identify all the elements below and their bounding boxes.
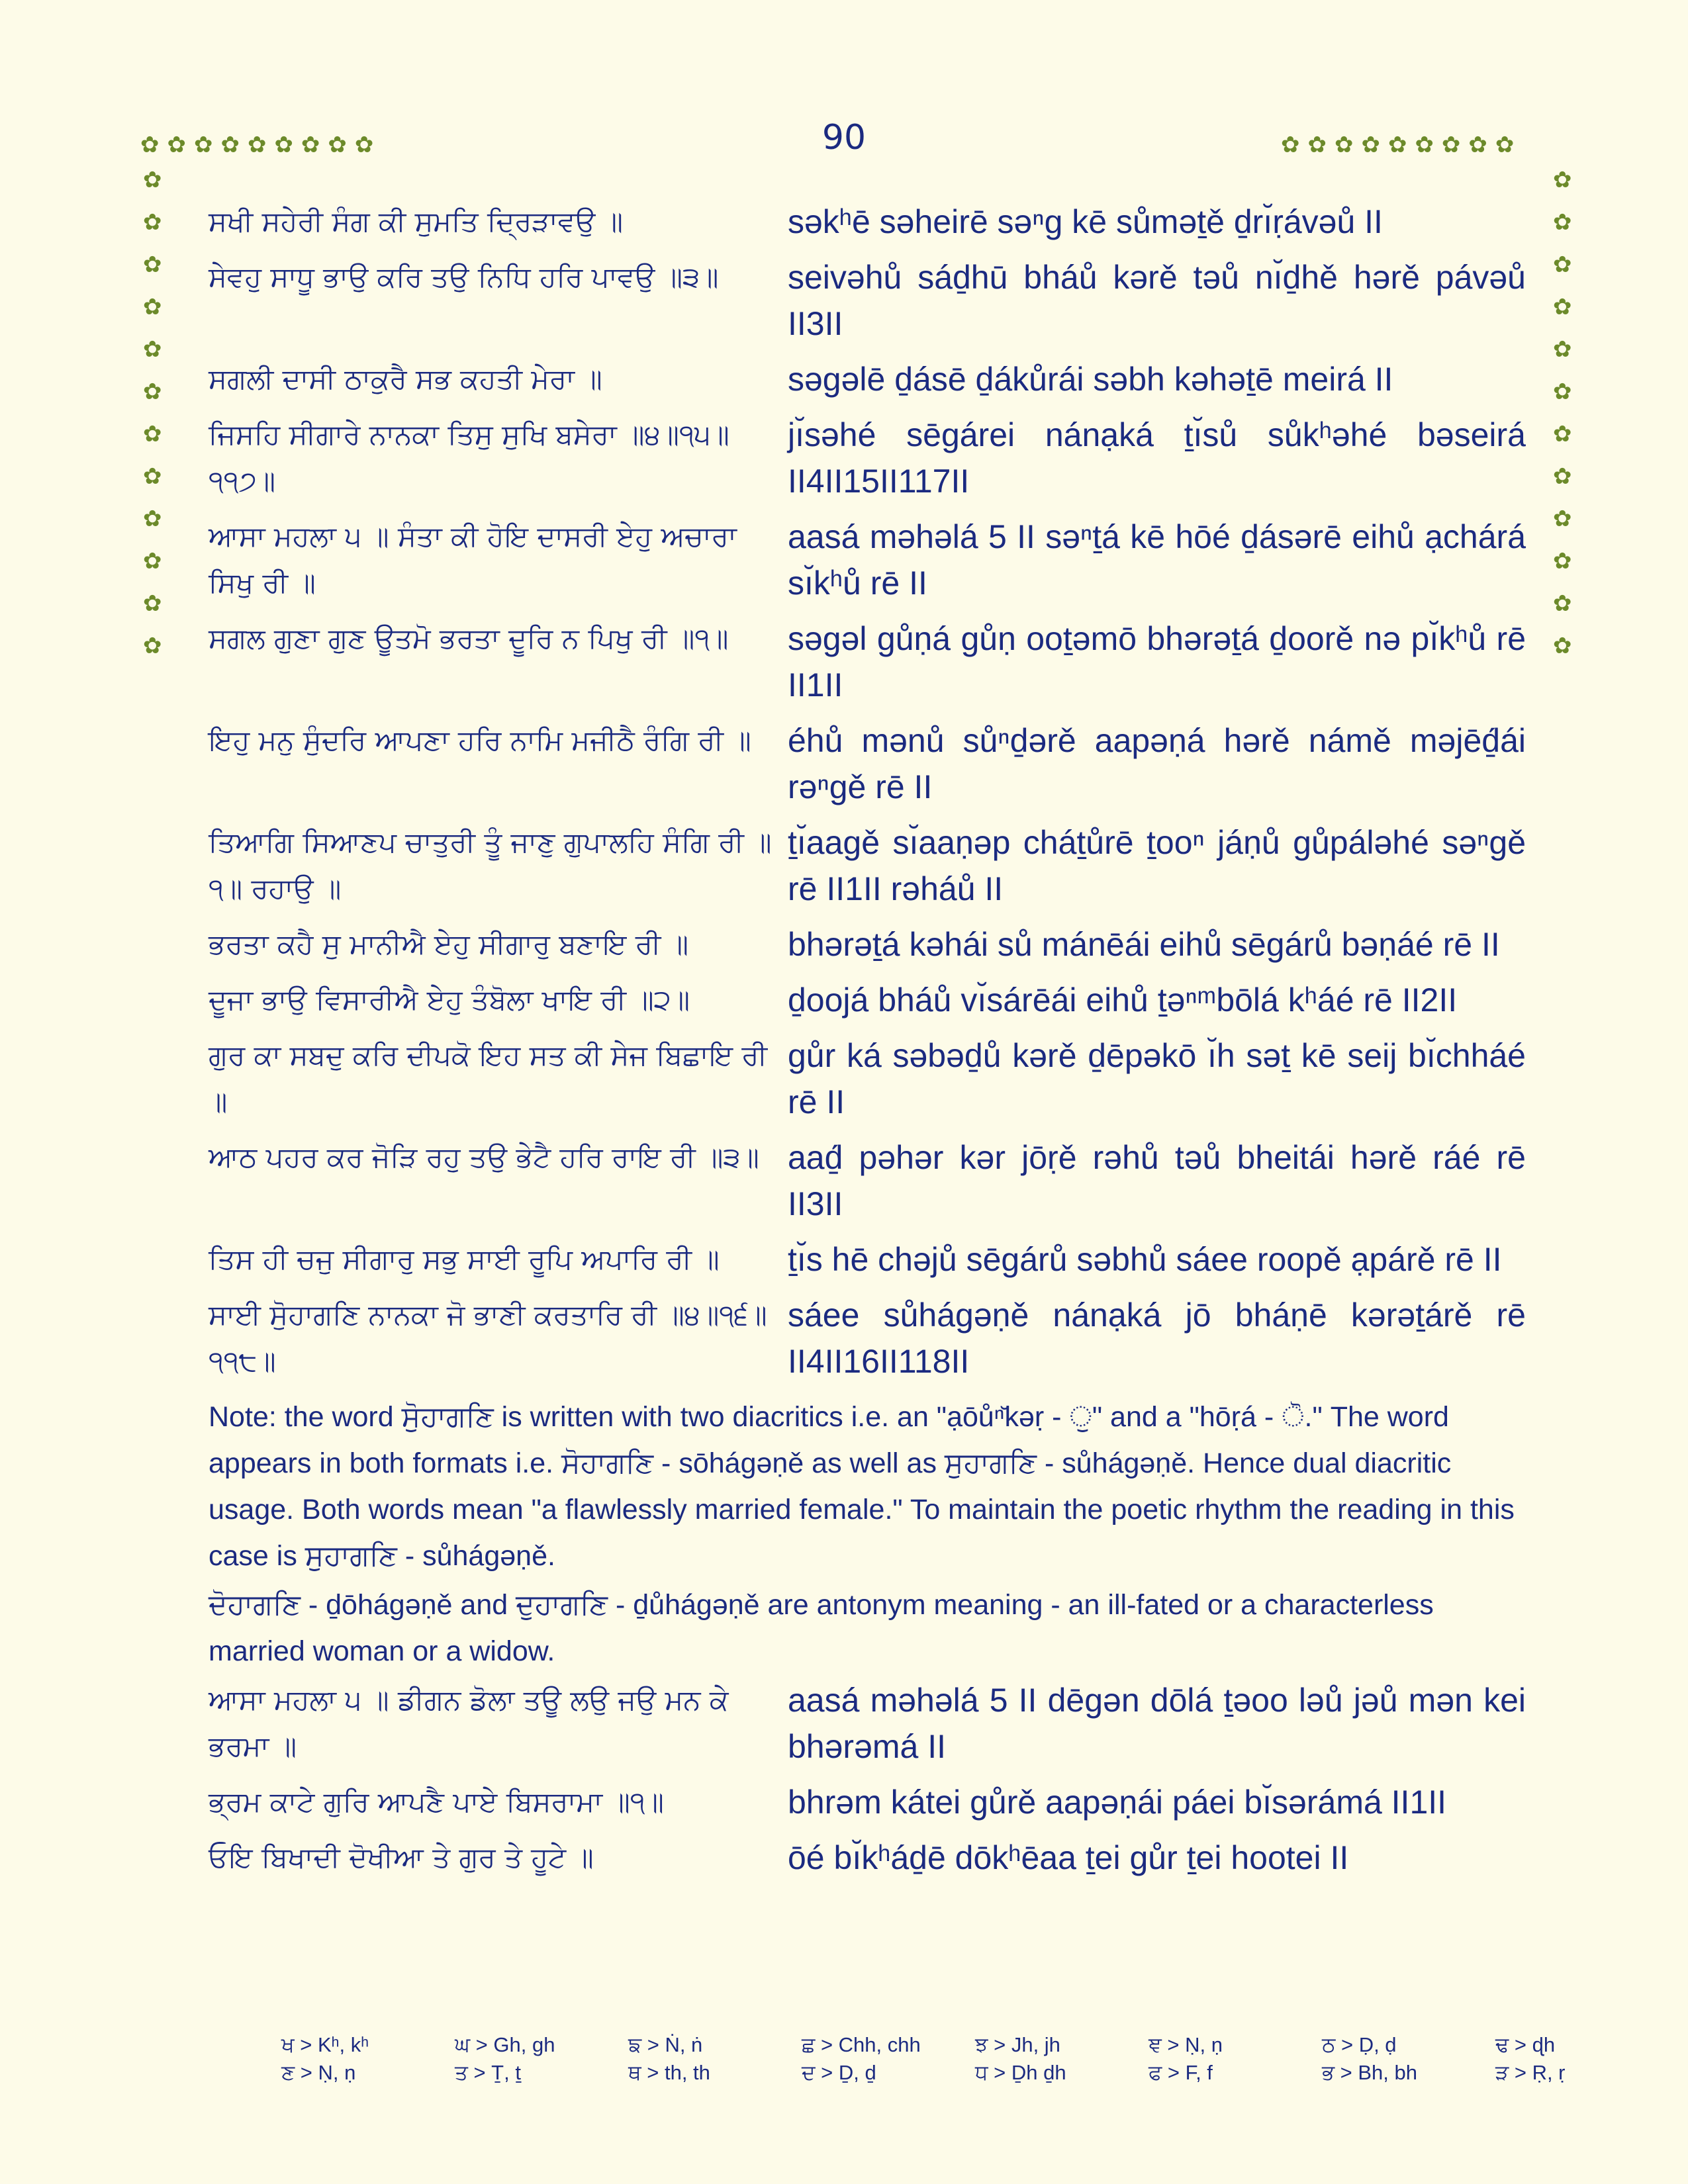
legend-item: ਦ > Ḏ, ḏ [802, 2061, 876, 2084]
verse-row [209, 1677, 1526, 1770]
verse-row [209, 356, 1526, 402]
gurmukhi-line: ਓਇ ਬਿਖਾਦੀ ਦੋਖੀਆ ਤੇ ਗੁਰ ਤੇ ਹੂਟੇ ॥ [209, 1841, 594, 1874]
gurmukhi-line: ਸੇਵਹੁ ਸਾਧੂ ਭਾਉ ਕਰਿ ਤਉ ਨਿਧਿ ਹਰਿ ਪਾਵਉ ॥੩॥ [209, 261, 719, 293]
note-paragraph: Note: the word ਸੋੁਹਾਗਣਿ is written with two diacritics i.e. an "ạōůⁿ̆kəṛ - ੁ" and a "hōṛá - ੋ." The word appears in both formats i.e. ਸੋਹਾਗਣਿ - sōhágəṇě as well as ਸੁਹਾਗਣਿ - sůhágəṇě. Hence dual diacritic usage. Both words mean "a flawlessly married female." To maintain the poetic rhythm the reading in this case is ਸੁਹਾਗਣਿ - sůhágəṇě. [209, 1401, 1515, 1572]
legend-item: ਤ > Ṯ, ṯ [455, 2061, 521, 2084]
transliteration-line: éhů mənů sůⁿḏərě aapəṇá hərě námě məjēḏ́ái rəⁿgě rē II [788, 722, 1526, 805]
transliteration-line: aasá məhəlá 5 II səⁿṯá kē hōé ḏásərē eihů ạchárá sı̆kʰů rē II [788, 518, 1526, 602]
legend-item: ਠ > Ḍ, ḍ [1322, 2033, 1397, 2056]
legend-item: ਥ > th, th [628, 2061, 710, 2084]
page-content [209, 199, 1526, 1890]
legend-item: ਣ > Ṇ, ṇ [281, 2061, 356, 2084]
transliteration-line: ṯı̆aagě sı̆aaṇəp cháṯůrē ṯooⁿ jáṇů gůpáləhé səⁿgě rē II1II rəháů II [788, 824, 1526, 907]
gurmukhi-line: ਦੂਜਾ ਭਾਉ ਵਿਸਾਰੀਐ ਏਹੁ ਤੰਬੋਲਾ ਖਾਇ ਰੀ ॥੨॥ [209, 983, 690, 1016]
legend-item: ਖ > Kʰ, kʰ [281, 2033, 369, 2056]
legend-item: ਛ > Chh, chh [802, 2033, 921, 2056]
legend-item: ਫ > F, f [1149, 2061, 1213, 2084]
legend-item: ਘ > Gh, gh [455, 2033, 555, 2056]
transliteration-line: seivəhů sáḏhū bháů kərě təů nı̆ḏhě hərě pávəů II3II [788, 259, 1526, 342]
verse-row [209, 1134, 1526, 1227]
gurmukhi-line: ਤਿਸ ਹੀ ਚਜੁ ਸੀਗਾਰੁ ਸਭੁ ਸਾਈ ਰੂਪਿ ਅਪਾਰਿ ਰੀ ॥ [209, 1243, 720, 1275]
legend-row [281, 2061, 1669, 2089]
gurmukhi-line: ਤਿਆਗਿ ਸਿਆਣਪ ਚਾਤੁਰੀ ਤੂੰ ਜਾਣੁ ਗੁਪਾਲਹਿ ਸੰਗਿ ਰੀ ॥੧॥ ਰਹਾਉ ॥ [209, 826, 772, 905]
gurmukhi-line: ਸਾਈ ਸੋੁਹਾਗਣਿ ਨਾਨਕਾ ਜੋ ਭਾਣੀ ਕਰਤਾਰਿ ਰੀ ॥੪॥੧੬॥੧੧੮॥ [209, 1298, 767, 1377]
gurmukhi-line: ਆਸਾ ਮਹਲਾ ੫ ॥ ਸੰਤਾ ਕੀ ਹੋਇ ਦਾਸਰੀ ਏਹੁ ਅਚਾਰਾ ਸਿਖੁ ਰੀ ॥ [209, 520, 737, 599]
transliteration-line: səkʰē səheirē səⁿg kē sůməṯě ḏrı̆ṛávəů II [788, 203, 1383, 240]
gurmukhi-line: ਸਖੀ ਸਹੇਰੀ ਸੰਗ ਕੀ ਸੁਮਤਿ ਦ੍ਰਿੜਾਵਉ ॥ [209, 205, 624, 238]
gurmukhi-line: ਭਰਤਾ ਕਹੈ ਸੁ ਮਾਨੀਐ ਏਹੁ ਸੀਗਾਰੁ ਬਣਾਇ ਰੀ ॥ [209, 928, 689, 960]
explanatory-note [209, 1394, 1526, 1674]
verse-row [209, 199, 1526, 245]
verse-row [209, 819, 1526, 912]
decorative-flower-border-top-left: ✿✿✿✿✿✿✿✿✿ [140, 132, 382, 158]
transliteration-line: səgəlē ḏásē ḏákůrái səbh kəhəṯē meirá II [788, 361, 1393, 398]
verse-row [209, 1779, 1526, 1825]
verse-row [209, 1835, 1526, 1881]
note-paragraph: ਦੋਹਾਗਣਿ - ḏōhágəṇě and ਦੁਹਾਗਣਿ - ḏůhágəṇě are antonym meaning - an ill-fated or a characterless married woman or a widow. [209, 1589, 1434, 1667]
decorative-flower-border-left: ✿ ✿ ✿ ✿ ✿ ✿ ✿ ✿ ✿ ✿ ✿ ✿ [143, 167, 162, 659]
verse-row [209, 615, 1526, 708]
gurmukhi-line: ਆਠ ਪਹਰ ਕਰ ਜੋੜਿ ਰਹੁ ਤਉ ਭੇਟੈ ਹਰਿ ਰਾਇ ਰੀ ॥੩॥ [209, 1141, 759, 1173]
decorative-flower-border-top-right: ✿✿✿✿✿✿✿✿✿ [1281, 132, 1523, 158]
gurmukhi-line: ਭ੍ਰਮ ਕਾਟੇ ਗੁਰਿ ਆਪਣੈ ਪਾਏ ਬਿਸਰਾਮਾ ॥੧॥ [209, 1786, 664, 1818]
legend-item: ਭ > Bh, bh [1322, 2061, 1417, 2084]
transliteration-line: jı̆səhé sēgárei nánạká ṯı̆sů sůkʰəhé bəseirá II4II15II117II [788, 416, 1526, 500]
verse-row [209, 514, 1526, 606]
legend-item: ਝ > Jh, jh [975, 2033, 1060, 2056]
transliteration-line: aaḏ́ pəhər kər jōṛě rəhů təů bheitái hərě ráé rē II3II [788, 1139, 1526, 1222]
legend-item: ਧ > Ḏh ḏh [975, 2061, 1066, 2084]
transliteration-line: ḏoojá bháů vı̆sárēái eihů ṯəⁿᵐbōlá kʰáé rē II2II [788, 981, 1458, 1019]
legend-item: ੜ > Ṛ, ṛ [1495, 2061, 1566, 2084]
gurmukhi-line: ਸਗਲ ਗੁਣਾ ਗੁਣ ਊਤਮੋ ਭਰਤਾ ਦੂਰਿ ਨ ਪਿਖੁ ਰੀ ॥੧॥ [209, 622, 729, 655]
transliteration-line: ōé bı̆kʰáḏē dōkʰēaa ṯei gůr ṯei hootei II [788, 1839, 1349, 1876]
decorative-flower-border-right: ✿ ✿ ✿ ✿ ✿ ✿ ✿ ✿ ✿ ✿ ✿ ✿ [1553, 167, 1572, 659]
transliteration-line: bhərəṯá kəhái sů mánēái eihů sēgárů bəṇáé rē II [788, 926, 1500, 963]
legend-item: ਢ > ɖh [1495, 2033, 1556, 2056]
gurmukhi-line: ਇਹੁ ਮਨੁ ਸੁੰਦਰਿ ਆਪਣਾ ਹਰਿ ਨਾਮਿ ਮਜੀਠੈ ਰੰਗਿ ਰੀ ॥ [209, 724, 751, 756]
transliteration-line: aasá məhəlá 5 II dēgən dōlá ṯəoo ləů jəů mən kei bhərəmá II [788, 1682, 1526, 1765]
gurmukhi-line: ਆਸਾ ਮਹਲਾ ੫ ॥ ਡੀਗਨ ਡੋਲਾ ਤਊ ਲਉ ਜਉ ਮਨ ਕੇ ਭਰਮਾ ॥ [209, 1684, 729, 1762]
verse-row [209, 254, 1526, 347]
verse-row [209, 1032, 1526, 1125]
gurmukhi-line: ਗੁਰ ਕਾ ਸਬਦੁ ਕਰਿ ਦੀਪਕੋ ਇਹ ਸਤ ਕੀ ਸੇਜ ਬਿਛਾਇ ਰੀ ॥ [209, 1039, 768, 1118]
verse-row [209, 717, 1526, 810]
verse-row [209, 1292, 1526, 1385]
legend-item: ਞ > Ṇ, ṇ [1149, 2033, 1223, 2056]
verse-row [209, 977, 1526, 1023]
transliteration-legend [281, 2033, 1669, 2089]
transliteration-line: gůr ká səbəḏů kərě ḏēpəkō ı̆h səṯ kē seij bı̆chháé rē II [788, 1037, 1526, 1120]
verse-row [209, 1236, 1526, 1283]
transliteration-line: bhrəm kátei gůrě aapəṇái páei bı̆sərámá II1II [788, 1784, 1447, 1821]
verse-row [209, 921, 1526, 968]
transliteration-line: səgəl gůṇá gůṇ ooṯəmō bhərəṯá ḏoorě nə pı̆kʰů rē II1II [788, 620, 1526, 704]
transliteration-line: ṯı̆s hē chəjů sēgárů səbhů sáee roopě ạpárě rē II [788, 1241, 1502, 1278]
gurmukhi-line: ਜਿਸਹਿ ਸੀਗਾਰੇ ਨਾਨਕਾ ਤਿਸੁ ਸੁਖਿ ਬਸੇਰਾ ॥੪॥੧੫॥੧੧੭॥ [209, 418, 729, 497]
page-number: 90 [821, 118, 867, 158]
gurmukhi-line: ਸਗਲੀ ਦਾਸੀ ਠਾਕੁਰੈ ਸਭ ਕਹਤੀ ਮੇਰਾ ॥ [209, 363, 602, 395]
legend-row [281, 2033, 1669, 2061]
transliteration-line: sáee sůhágəṇě nánạká jō bháṇē kərəṯárě rē II4II16II118II [788, 1297, 1526, 1380]
legend-item: ਙ > Ṅ, ṅ [628, 2033, 703, 2056]
verse-row [209, 412, 1526, 504]
